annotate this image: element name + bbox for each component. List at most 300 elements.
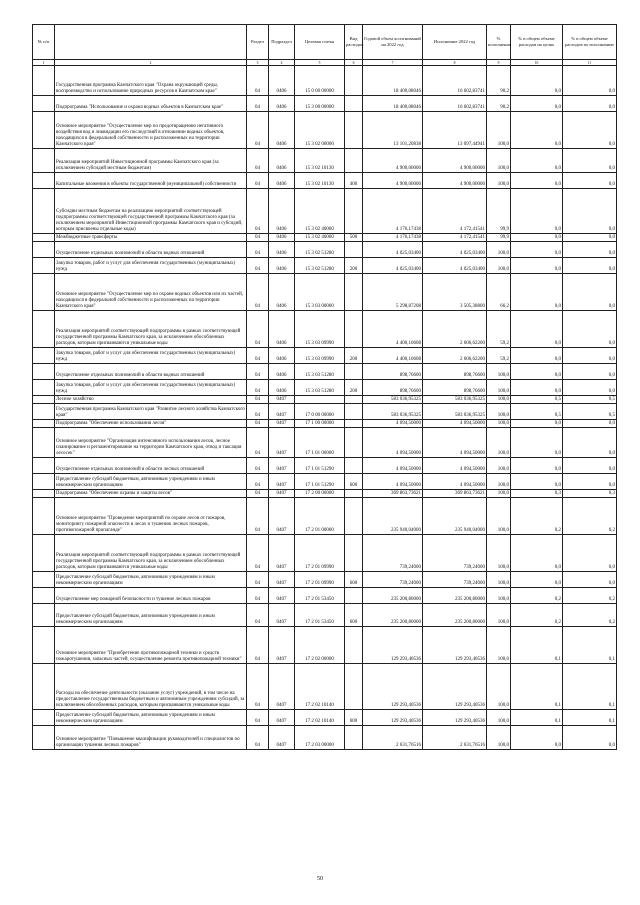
cell-podrazdel: 0407	[269, 627, 295, 664]
cell-share2: 0,0	[563, 258, 617, 274]
cell-fact: 739,24000	[423, 535, 487, 572]
colnum-1: 1	[33, 60, 55, 66]
cell-share2: 0,2	[563, 604, 617, 627]
cell-podrazdel: 0407	[269, 664, 295, 710]
cell-share1: 0,3	[511, 490, 563, 498]
cell-num	[33, 274, 55, 311]
cell-share1: 0,0	[511, 66, 563, 96]
cell-share1: 0,1	[511, 664, 563, 710]
cell-vid	[345, 588, 363, 604]
cell-share1: 0,0	[511, 242, 563, 258]
cell-podrazdel: 0407	[269, 428, 295, 458]
cell-fact: 4 900,00000	[423, 149, 487, 173]
cell-podrazdel: 0407	[269, 396, 295, 404]
table-row	[33, 710, 617, 726]
cell-name: Подпрограмма "Обеспечение охраны и защиты лесов"	[55, 490, 247, 498]
cell-statya: 17 2 01 00000	[295, 498, 345, 535]
cell-plan: 4 900,00000	[363, 149, 423, 173]
cell-statya: 15 3 03 09990	[295, 311, 345, 348]
cell-vid	[345, 420, 363, 428]
cell-razdel: 04	[247, 627, 269, 664]
cell-plan: 4 025,03400	[363, 258, 423, 274]
cell-plan: 898,76600	[363, 380, 423, 396]
cell-pct: 100,0	[487, 710, 511, 726]
cell-razdel: 04	[247, 274, 269, 311]
cell-name: Реализация мероприятий Инвестиционной программы Камчатского края (за исключением субсидий местным бюджетам)	[55, 149, 247, 173]
cell-podrazdel: 0407	[269, 535, 295, 572]
colnum-11: 11	[563, 60, 617, 66]
cell-fact: 2 606,62200	[423, 348, 487, 364]
cell-plan: 4 400,10608	[363, 348, 423, 364]
cell-statya	[295, 396, 345, 404]
cell-name: Реализация мероприятий соответствующей подпрограммы в рамках соответствующей государственной программы Камчатского края, за исключением обособленных расходов, которым присваиваются уникальные коды	[55, 535, 247, 572]
cell-pct: 90,2	[487, 66, 511, 96]
header-plan: Годовой объем ассигнований на 2022 год	[363, 25, 423, 60]
cell-statya: 15 3 02 51280	[295, 258, 345, 274]
cell-pct: 100,0	[487, 396, 511, 404]
cell-podrazdel: 0407	[269, 572, 295, 588]
cell-razdel: 04	[247, 311, 269, 348]
cell-share1: 0,0	[511, 348, 563, 364]
cell-share1: 0,2	[511, 498, 563, 535]
cell-share2: 0,1	[563, 627, 617, 664]
cell-share1: 0,0	[511, 726, 563, 750]
cell-share2: 0,0	[563, 234, 617, 242]
cell-num	[33, 588, 55, 604]
cell-num	[33, 474, 55, 490]
cell-vid	[345, 242, 363, 258]
cell-name: Закупка товаров, работ и услуг для обеспечения государственных (муниципальных) нужд	[55, 348, 247, 364]
cell-name: Основное мероприятие "Организация интенсивного использования лесов, лесное планирование и регламентирование на территории Камчатского края, отвод и таксация лесосек"	[55, 428, 247, 458]
cell-statya: 15 3 02 10130	[295, 149, 345, 173]
cell-name: Лесное хозяйство	[55, 396, 247, 404]
cell-share1: 0,0	[511, 428, 563, 458]
cell-statya: 15 3 02 40060	[295, 234, 345, 242]
cell-fact: 3 505,38800	[423, 274, 487, 311]
cell-num	[33, 234, 55, 242]
cell-statya: 17 1 00 00000	[295, 420, 345, 428]
cell-razdel: 04	[247, 112, 269, 149]
cell-fact: 235 940,04000	[423, 498, 487, 535]
cell-num	[33, 604, 55, 627]
cell-razdel: 04	[247, 535, 269, 572]
cell-fact: 4 025,03400	[423, 242, 487, 258]
cell-statya: 15 3 03 51280	[295, 380, 345, 396]
cell-statya: 17 0 00 00000	[295, 404, 345, 420]
cell-razdel: 04	[247, 242, 269, 258]
cell-plan: 4 094,50000	[363, 428, 423, 458]
cell-razdel: 04	[247, 404, 269, 420]
cell-name: Расходы на обеспечение деятельности (оказание услуг) учреждений, в том числе на предоставление государственным бюджетным и автономным учреждениям субсидий, за исключением обособленных расходов, которым присваиваются уникальные коды	[55, 664, 247, 710]
cell-share1: 0,0	[511, 96, 563, 112]
table-row	[33, 588, 617, 604]
table-row	[33, 428, 617, 458]
colnum-4: 4	[269, 60, 295, 66]
cell-statya: 15 3 03 00000	[295, 274, 345, 311]
cell-podrazdel: 0406	[269, 234, 295, 242]
cell-vid: 600	[345, 572, 363, 588]
cell-statya: 17 2 01 53450	[295, 604, 345, 627]
header-statya: Целевая статья	[295, 25, 345, 60]
cell-plan: 235 940,04000	[363, 498, 423, 535]
cell-vid	[345, 627, 363, 664]
cell-num	[33, 258, 55, 274]
cell-statya: 17 2 01 09990	[295, 535, 345, 572]
table-row	[33, 498, 617, 535]
cell-share2: 0,0	[563, 66, 617, 96]
cell-share1: 0,5	[511, 404, 563, 420]
cell-statya: 17 2 01 09990	[295, 572, 345, 588]
cell-num	[33, 380, 55, 396]
cell-podrazdel: 0406	[269, 66, 295, 96]
header-share1: % в общем объеме расходов на целях	[511, 25, 563, 60]
cell-pct: 100,0	[487, 490, 511, 498]
cell-statya: 17 2 01 53450	[295, 588, 345, 604]
cell-share2: 0,5	[563, 396, 617, 404]
table-row	[33, 604, 617, 627]
header-num: № п/п	[33, 25, 55, 60]
colnum-8: 8	[423, 60, 487, 66]
cell-razdel: 04	[247, 149, 269, 173]
cell-num	[33, 458, 55, 474]
cell-share1: 0,0	[511, 274, 563, 311]
cell-statya: 15 3 02 40060	[295, 189, 345, 234]
cell-fact: 583 036,95325	[423, 396, 487, 404]
cell-statya: 15 3 03 09990	[295, 348, 345, 364]
cell-fact: 13 097,44941	[423, 112, 487, 149]
cell-share2: 0,3	[563, 490, 617, 498]
cell-share1: 0,0	[511, 189, 563, 234]
cell-num	[33, 428, 55, 458]
cell-podrazdel: 0406	[269, 274, 295, 311]
cell-statya: 17 2 02 10140	[295, 710, 345, 726]
cell-podrazdel: 0406	[269, 258, 295, 274]
cell-pct: 100,0	[487, 474, 511, 490]
page-number: 50	[317, 876, 323, 882]
cell-share2: 0,2	[563, 498, 617, 535]
cell-vid: 200	[345, 380, 363, 396]
cell-pct: 100,0	[487, 572, 511, 588]
table-row	[33, 535, 617, 572]
cell-fact: 898,76600	[423, 380, 487, 396]
cell-share2: 0,0	[563, 189, 617, 234]
cell-num	[33, 726, 55, 750]
cell-vid	[345, 498, 363, 535]
cell-podrazdel: 0407	[269, 404, 295, 420]
cell-pct: 100,0	[487, 149, 511, 173]
cell-fact: 898,76600	[423, 364, 487, 380]
table-row	[33, 664, 617, 710]
cell-fact: 4 172,41541	[423, 189, 487, 234]
cell-share2: 0,5	[563, 404, 617, 420]
cell-name: Подпрограмма "Обеспечение использования лесов"	[55, 420, 247, 428]
cell-name: Основное мероприятие "Проведение мероприятий по охране лесов от пожаров, мониторингу пожарной опасности в лесах и тушению лесных пожаров, противопожарной пропаганде"	[55, 498, 247, 535]
budget-table	[32, 24, 617, 750]
cell-statya: 17 1 01 51290	[295, 474, 345, 490]
cell-fact: 235 200,80000	[423, 588, 487, 604]
cell-plan: 129 293,40536	[363, 664, 423, 710]
cell-podrazdel: 0406	[269, 112, 295, 149]
cell-share1: 0,0	[511, 572, 563, 588]
cell-razdel: 04	[247, 428, 269, 458]
cell-num	[33, 396, 55, 404]
cell-share2: 0,0	[563, 420, 617, 428]
colnum-3: 3	[247, 60, 269, 66]
cell-razdel: 04	[247, 498, 269, 535]
cell-name: Предоставление субсидий бюджетным, автономным учреждениям и иным некоммерческим организациям	[55, 572, 247, 588]
cell-vid: 200	[345, 258, 363, 274]
cell-fact: 16 602,83741	[423, 96, 487, 112]
cell-podrazdel: 0406	[269, 242, 295, 258]
cell-podrazdel: 0406	[269, 311, 295, 348]
header-podrazdel: Подраздел	[269, 25, 295, 60]
table-row	[33, 572, 617, 588]
cell-share2: 0,0	[563, 428, 617, 458]
cell-num	[33, 189, 55, 234]
cell-statya: 17 2 02 00000	[295, 627, 345, 664]
cell-podrazdel: 0407	[269, 604, 295, 627]
cell-statya: 17 1 01 00000	[295, 428, 345, 458]
cell-name: Осуществление мер пожарной безопасности и тушение лесных пожаров	[55, 588, 247, 604]
table-row	[33, 149, 617, 173]
cell-podrazdel: 0406	[269, 189, 295, 234]
cell-razdel: 04	[247, 96, 269, 112]
cell-vid	[345, 404, 363, 420]
cell-vid	[345, 112, 363, 149]
table-row	[33, 348, 617, 364]
table-row	[33, 364, 617, 380]
cell-vid	[345, 535, 363, 572]
cell-plan: 129 293,40536	[363, 627, 423, 664]
cell-podrazdel: 0407	[269, 588, 295, 604]
cell-statya: 15 3 02 51280	[295, 242, 345, 258]
cell-name: Предоставление субсидий бюджетным, автономным учреждениям и иным некоммерческим организациям	[55, 710, 247, 726]
cell-share1: 0,0	[511, 234, 563, 242]
cell-fact: 235 200,80000	[423, 604, 487, 627]
cell-share1: 0,2	[511, 588, 563, 604]
cell-share2: 0,2	[563, 588, 617, 604]
cell-pct: 100,0	[487, 604, 511, 627]
cell-pct: 99,9	[487, 234, 511, 242]
cell-fact: 16 602,83741	[423, 66, 487, 96]
cell-razdel: 04	[247, 490, 269, 498]
cell-share1: 0,0	[511, 173, 563, 189]
cell-num	[33, 173, 55, 189]
cell-share2: 0,0	[563, 173, 617, 189]
cell-plan: 4 094,50000	[363, 474, 423, 490]
cell-share2: 0,0	[563, 96, 617, 112]
cell-pct: 100,0	[487, 173, 511, 189]
cell-share1: 0,0	[511, 474, 563, 490]
cell-name: Основное мероприятие "Повышение квалификации руководителей и специалистов по организации тушения лесных пожаров"	[55, 726, 247, 750]
cell-num	[33, 535, 55, 572]
table-row	[33, 258, 617, 274]
table-row	[33, 627, 617, 664]
table-row	[33, 112, 617, 149]
cell-podrazdel: 0407	[269, 474, 295, 490]
cell-razdel: 04	[247, 66, 269, 96]
cell-vid	[345, 189, 363, 234]
header-fact: Исполнение 2022 год	[423, 25, 487, 60]
cell-plan: 4 900,00000	[363, 173, 423, 189]
cell-num	[33, 627, 55, 664]
cell-vid	[345, 149, 363, 173]
table-row	[33, 420, 617, 428]
cell-share2: 0,0	[563, 380, 617, 396]
cell-share1: 0,0	[511, 149, 563, 173]
cell-vid: 400	[345, 173, 363, 189]
cell-vid: 200	[345, 348, 363, 364]
cell-num	[33, 364, 55, 380]
cell-name: Основное мероприятие "Приобретение противопожарной техники и средств пожаротушения, запасных частей, осуществление ремонта противопожарной техники"	[55, 627, 247, 664]
cell-share1: 0,0	[511, 380, 563, 396]
cell-pct: 100,0	[487, 404, 511, 420]
cell-name: Закупка товаров, работ и услуг для обеспечения государственных (муниципальных) нужд	[55, 380, 247, 396]
cell-plan: 898,76600	[363, 364, 423, 380]
cell-plan: 583 036,95325	[363, 396, 423, 404]
header-share2: % в общем объеме расходов по исполнению	[563, 25, 617, 60]
cell-num	[33, 112, 55, 149]
colnum-9: 9	[487, 60, 511, 66]
cell-vid	[345, 428, 363, 458]
colnum-5: 5	[295, 60, 345, 66]
cell-fact: 2 606,62200	[423, 311, 487, 348]
table-row	[33, 404, 617, 420]
cell-fact: 129 293,40536	[423, 710, 487, 726]
colnum-7: 7	[363, 60, 423, 66]
cell-razdel: 04	[247, 458, 269, 474]
cell-name: Реализация мероприятий соответствующей подпрограммы в рамках соответствующей государственной программы Камчатского края, за исключением обособленных расходов, которым присваиваются уникальные коды	[55, 311, 247, 348]
cell-statya: 15 3 03 51280	[295, 364, 345, 380]
header-razdel: Раздел	[247, 25, 269, 60]
cell-statya: 15 3 00 00000	[295, 96, 345, 112]
cell-plan: 4 176,17438	[363, 234, 423, 242]
cell-plan: 235 200,80000	[363, 604, 423, 627]
cell-vid	[345, 664, 363, 710]
cell-podrazdel: 0407	[269, 710, 295, 726]
cell-podrazdel: 0406	[269, 96, 295, 112]
cell-statya: 17 2 02 10140	[295, 664, 345, 710]
cell-pct: 100,0	[487, 458, 511, 474]
header-name	[55, 25, 247, 60]
cell-plan: 18 400,08046	[363, 96, 423, 112]
cell-razdel: 04	[247, 664, 269, 710]
cell-podrazdel: 0407	[269, 490, 295, 498]
cell-share1: 0,2	[511, 604, 563, 627]
cell-podrazdel: 0407	[269, 498, 295, 535]
table-row	[33, 173, 617, 189]
colnum-6: 6	[345, 60, 363, 66]
cell-share2: 0,0	[563, 311, 617, 348]
cell-plan: 583 036,95325	[363, 404, 423, 420]
cell-share2: 0,0	[563, 348, 617, 364]
cell-name: Государственная программа Камчатского края "Охрана окружающей среды, воспроизводство и использование природных ресурсов в Камчатском крае"	[55, 66, 247, 96]
cell-plan: 2 631,76516	[363, 726, 423, 750]
cell-vid	[345, 396, 363, 404]
cell-num	[33, 490, 55, 498]
cell-share2: 0,0	[563, 572, 617, 588]
cell-fact: 129 293,40536	[423, 627, 487, 664]
cell-fact: 4 094,50000	[423, 428, 487, 458]
cell-statya: 17 2 03 00000	[295, 726, 345, 750]
table-row	[33, 234, 617, 242]
cell-fact: 4 094,50000	[423, 458, 487, 474]
cell-share2: 0,0	[563, 149, 617, 173]
cell-razdel: 04	[247, 189, 269, 234]
cell-num	[33, 149, 55, 173]
cell-fact: 4 172,41541	[423, 234, 487, 242]
cell-num	[33, 404, 55, 420]
cell-fact: 4 900,00000	[423, 173, 487, 189]
cell-vid: 500	[345, 234, 363, 242]
cell-name: Субсидии местным бюджетам на реализацию мероприятий соответствующей подпрограммы соответствующей государственной программы Камчатского края (за исключением мероприятий Инвестиционной программы Камчатского края и субсидий, которым присвоены отдельные коды)	[55, 189, 247, 234]
cell-share1: 0,1	[511, 710, 563, 726]
cell-name: Основное мероприятие "Осуществление мер по предотвращению негативного воздействия вод и ликвидации его последствий в отношении водных объектов, находящихся в федеральной собственности и расположенных на территории Камчатского края"	[55, 112, 247, 149]
cell-podrazdel: 0406	[269, 149, 295, 173]
cell-statya: 17 1 01 51290	[295, 458, 345, 474]
table-row	[33, 274, 617, 311]
cell-name: Подпрограмма "Использование и охрана водных объектов в Камчатском крае"	[55, 96, 247, 112]
cell-name: Осуществление отдельных полномочий в области лесных отношений	[55, 458, 247, 474]
cell-num	[33, 242, 55, 258]
cell-vid	[345, 458, 363, 474]
cell-plan: 5 298,87208	[363, 274, 423, 311]
cell-pct: 90,2	[487, 96, 511, 112]
cell-share1: 0,0	[511, 112, 563, 149]
cell-fact: 129 293,40536	[423, 664, 487, 710]
cell-pct: 100,0	[487, 664, 511, 710]
cell-razdel: 04	[247, 604, 269, 627]
cell-pct: 99,9	[487, 189, 511, 234]
cell-share1: 0,0	[511, 311, 563, 348]
cell-plan: 4 094,50000	[363, 458, 423, 474]
cell-podrazdel: 0406	[269, 348, 295, 364]
cell-razdel: 04	[247, 588, 269, 604]
cell-pct: 100,0	[487, 258, 511, 274]
cell-num	[33, 710, 55, 726]
cell-share1: 0,0	[511, 364, 563, 380]
cell-pct: 100,0	[487, 380, 511, 396]
cell-pct: 100,0	[487, 112, 511, 149]
cell-pct: 100,0	[487, 420, 511, 428]
cell-name: Осуществление отдельных полномочий в области водных отношений	[55, 364, 247, 380]
cell-fact: 583 036,95325	[423, 404, 487, 420]
cell-fact: 369 863,73621	[423, 490, 487, 498]
cell-podrazdel: 0406	[269, 380, 295, 396]
cell-num	[33, 348, 55, 364]
cell-share2: 0,0	[563, 112, 617, 149]
cell-pct: 59,2	[487, 348, 511, 364]
cell-vid: 600	[345, 604, 363, 627]
cell-razdel: 04	[247, 726, 269, 750]
table-row	[33, 380, 617, 396]
table-row	[33, 189, 617, 234]
cell-plan: 739,24000	[363, 535, 423, 572]
cell-share1: 0,5	[511, 396, 563, 404]
cell-pct: 100,0	[487, 428, 511, 458]
cell-share2: 0,0	[563, 726, 617, 750]
cell-statya: 15 3 02 10130	[295, 173, 345, 189]
cell-share2: 0,0	[563, 242, 617, 258]
cell-plan: 369 863,73621	[363, 490, 423, 498]
cell-pct: 100,0	[487, 535, 511, 572]
cell-num	[33, 66, 55, 96]
cell-vid	[345, 274, 363, 311]
table-row	[33, 66, 617, 96]
cell-vid	[345, 96, 363, 112]
document-page	[32, 24, 616, 750]
cell-name: Осуществление отдельных полномочий в области водных отношений	[55, 242, 247, 258]
